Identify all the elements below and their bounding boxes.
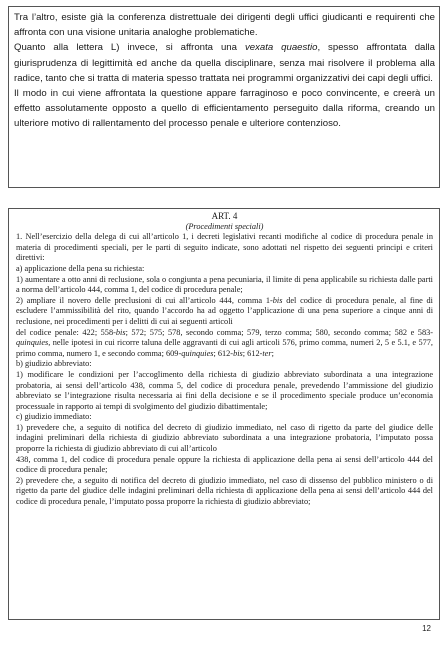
text-run: del codice penale: 422; 558- [16, 327, 116, 337]
commentary-box [8, 6, 440, 188]
text-run: 2) ampliare il novero delle preclusioni di cui all’articolo 444, comma 1- [16, 295, 273, 305]
article-item: 2) prevedere che, a seguito di notifica del decreto di giudizio immediato, nel caso di dissenso del pubblico ministero o di rigetto da parte del giudice delle indagini preliminari della richiesta di applicazione della pena ai sensi dell’articolo 444 del codice di procedura penale, l’imputato possa proporre la richiesta di giudizio abbreviato; [16, 475, 433, 507]
article-letter: a) applicazione della pena su richiesta: [16, 263, 145, 273]
text-run: quinquies [16, 338, 49, 348]
commentary-paragraph: Il modo in cui viene affrontata la questione appare farraginoso e poco convincente, e creerà un effetto assolutamente opposto a quello di efficientamento perseguito dalla riforma, creando un ulteriore motivo di rallentamento del processo penale e ulteriore contenzioso. [14, 88, 435, 130]
article-heading: (Procedimenti speciali) [185, 221, 264, 231]
text-run: Quanto alla lettera L) invece, si affronta una [14, 42, 245, 54]
article-item: 438, comma 1, del codice di procedura penale oppure la richiesta di applicazione della pena ai sensi dell’articolo 444 del codice di procedura penale; [16, 454, 433, 475]
text-run: del codice di procedura penale, al fine di escludere l’ammissibilità del rito, quando l’accordo ha ad oggetto l’applicazione di una pena superiore a cinque anni di reclusione, nei procedimenti per i delitti di cui ai seguenti articoli [16, 295, 433, 326]
text-run: quinquies [181, 348, 214, 358]
article-letter: b) giudizio abbreviato: [16, 359, 92, 369]
text-run: , nelle ipotesi in cui ricorre taluna delle aggravanti di cui agli articoli 576, primo comma, numeri 2, 5 e 5.1, e 577, primo comma, numero 1, e secondo comma; 609- [16, 338, 433, 358]
text-run: bis [115, 327, 126, 337]
page-number: 12 [422, 624, 431, 633]
commentary-paragraph [14, 40, 435, 86]
article-item [16, 328, 433, 360]
latin-phrase: vexata quaestio [244, 42, 318, 54]
article-item: 1) prevedere che, a seguito di notifica del decreto di giudizio immediato, nel caso di rigetto da parte del giudice delle indagini preliminari della richiesta di giudizio abbreviato subordinata a una integrazione probatoria, l’imputato possa proporre la richiesta di giudizio abbreviato di cui all’articolo [16, 422, 433, 454]
article-letter: c) giudizio immediato: [16, 412, 92, 422]
text-run: ; [271, 348, 274, 358]
text-run: ; 612- [213, 348, 234, 358]
article-box [8, 208, 440, 620]
article-item: 1) modificare le condizioni per l’accoglimento della richiesta di giudizio abbreviato subordinata a una integrazione probatoria, ai sensi dell’articolo 438, comma 5, del codice di procedura penale, prevedendo l’ammissione del giudizio abbreviato se l’integrazione risulta necessaria ai fini della decisione e se il procedimento speciale produce un’economia processuale in rapporto ai tempi di svolgimento del giudizio dibattimentale; [16, 369, 433, 411]
commentary-paragraph: Tra l’altro, esiste già la conferenza distrettuale dei dirigenti degli uffici giudicanti e requirenti che affronta con una visione unitaria analoghe problematiche. [14, 12, 435, 39]
text-run: ; 572; 575; 578, secondo comma; 579, terzo comma; 580, secondo comma; 582 e 583- [125, 327, 433, 337]
text-run: bis [233, 348, 243, 358]
text-run: ter [262, 348, 272, 358]
article-title: ART. 4 [211, 211, 238, 221]
text-run: bis [272, 295, 283, 305]
article-paragraph: 1. Nell’esercizio della delega di cui all’articolo 1, i decreti legislativi recanti modifiche al codice di procedura penale in materia di procedimenti speciali, per le parti di seguito indicate, sono adottati nel rispetto dei seguenti principi e criteri direttivi: [16, 232, 433, 263]
article-item [16, 296, 433, 328]
text-run: , spesso affrontata dalla giurisprudenza di legittimità ed anche da quella disciplinare, senza mai risolvere il problema alla radice, tanto che si tratta di materia spesso trattata nei programmi organizzativi dei capi degli uffici. [14, 42, 435, 84]
text-run: ; 612- [242, 348, 263, 358]
article-item: 1) aumentare a otto anni di reclusione, sola o congiunta a pena pecuniaria, il limite di pena applicabile su richiesta dalle parti a norma dell’articolo 444, comma 1, del codice di procedura penale; [16, 274, 433, 295]
